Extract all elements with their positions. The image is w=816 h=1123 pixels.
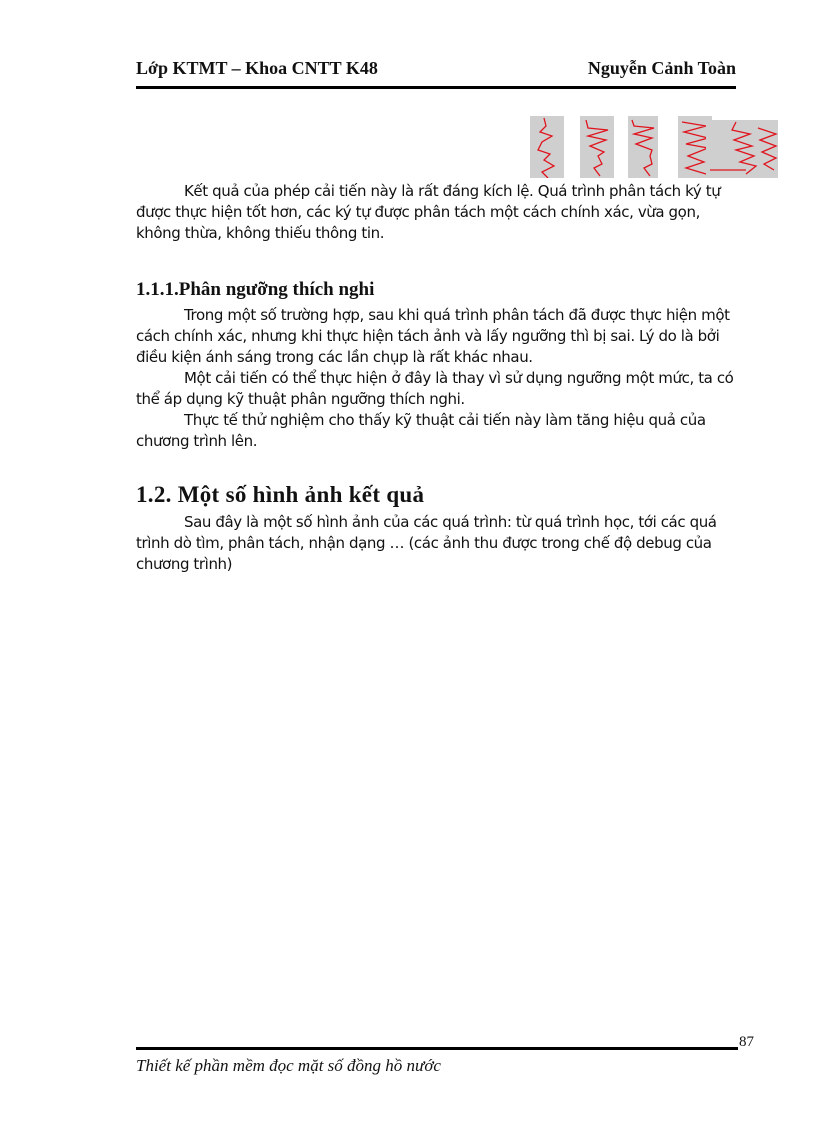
digit-thumbnail: [706, 120, 778, 178]
paragraph-intro: [136, 181, 736, 244]
digit-thumbnail: [530, 116, 564, 178]
paragraph-text: Trong một số trường hợp, sau khi quá trình phân tách đã được thực hiện một cách chính xác, nhưng khi thực hiện tách ảnh và lấy ngưỡng thì bị sai. Lý do là bởi điều kiện ánh sáng trong các lần chụp là rất khác nhau.: [136, 306, 730, 366]
section-1-2-body: [136, 512, 736, 575]
debug-thumbnails: [530, 116, 778, 182]
section-1-1-1-body: [136, 305, 736, 452]
page-number: 87: [739, 1034, 754, 1050]
paragraph-text: Thực tế thử nghiệm cho thấy kỹ thuật cải tiến này làm tăng hiệu quả của chương trình lên.: [136, 411, 706, 450]
paragraph-text: Một cải tiến có thể thực hiện ở đây là thay vì sử dụng ngưỡng một mức, ta có thể áp dụng kỹ thuật phân ngưỡng thích nghi.: [136, 369, 734, 408]
header-rule: [136, 86, 736, 89]
digit-thumbnail: [580, 116, 614, 178]
footer-rule: [136, 1047, 738, 1050]
section-heading-1-1-1: 1.1.1.Phân ngưỡng thích nghi: [136, 279, 375, 300]
footer-title: Thiết kế phần mềm đọc mặt số đồng hồ nước: [136, 1056, 441, 1075]
paragraph-text: Sau đây là một số hình ảnh của các quá trình: từ quá trình học, tới các quá trình dò tìm, phân tách, nhận dạng … (các ảnh thu được trong chế độ debug của chương trình): [136, 513, 717, 573]
header-left: Lớp KTMT – Khoa CNTT K48: [136, 58, 378, 78]
digit-thumbnail: [628, 116, 658, 178]
header-right: Nguyễn Cảnh Toàn: [587, 58, 736, 78]
section-heading-1-2: 1.2. Một số hình ảnh kết quả: [136, 482, 425, 507]
paragraph-text: Kết quả của phép cải tiến này là rất đáng kích lệ. Quá trình phân tách ký tự được thực hiện tốt hơn, các ký tự được phân tách một cách chính xác, vừa gọn, không thừa, không thiếu thông tin.: [136, 182, 721, 242]
